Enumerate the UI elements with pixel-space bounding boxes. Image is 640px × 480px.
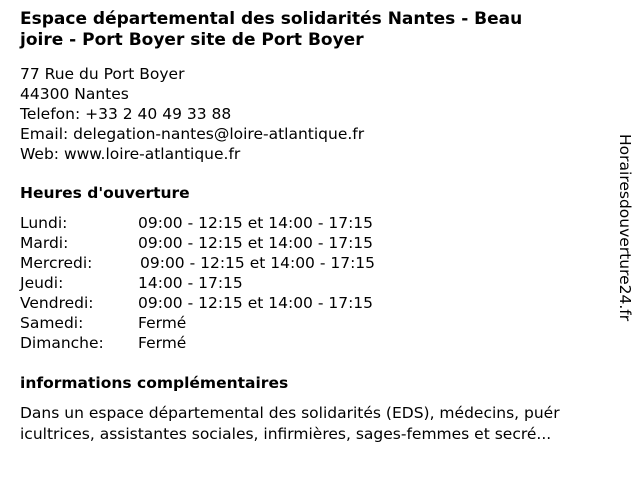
hours-row-monday	[20, 213, 440, 233]
hours-time: 14:00 - 17:15	[138, 274, 243, 292]
additional-info-heading: informations complémentaires	[20, 374, 289, 392]
page-title-line-1: Espace départemental des solidarités Nantes - Beau	[20, 9, 523, 29]
opening-hours-heading: Heures d'ouverture	[20, 184, 190, 202]
hours-day: Vendredi:	[20, 294, 94, 312]
hours-day: Lundi:	[20, 214, 68, 232]
hours-row-tuesday	[20, 233, 440, 253]
hours-row-wednesday	[20, 253, 440, 273]
site-watermark: Horairesdouverture24.fr	[616, 134, 634, 322]
hours-row-saturday	[20, 313, 440, 333]
email-address: Email: delegation-nantes@loire-atlantique.fr	[20, 125, 365, 143]
hours-row-friday	[20, 293, 440, 313]
website-address: Web: www.loire-atlantique.fr	[20, 145, 241, 163]
additional-info-text	[20, 403, 620, 445]
hours-day: Samedi:	[20, 314, 84, 332]
street-address: 77 Rue du Port Boyer	[20, 65, 185, 83]
page-title	[20, 9, 618, 51]
hours-day: Dimanche:	[20, 334, 104, 352]
hours-time: 09:00 - 12:15 et 14:00 - 17:15	[138, 294, 374, 312]
hours-day: Mardi:	[20, 234, 69, 252]
hours-row-sunday	[20, 333, 440, 353]
page-title-line-2: joire - Port Boyer site de Port Boyer	[20, 30, 364, 50]
additional-info-line-1: Dans un espace départemental des solidarités (EDS), médecins, puér	[20, 404, 560, 422]
hours-time: Fermé	[138, 314, 187, 332]
phone-number: Telefon: +33 2 40 49 33 88	[20, 105, 232, 123]
hours-time: 09:00 - 12:15 et 14:00 - 17:15	[138, 234, 374, 252]
hours-row-thursday	[20, 273, 440, 293]
address-block	[20, 64, 364, 164]
hours-day: Jeudi:	[20, 274, 64, 292]
hours-time: 09:00 - 12:15 et 14:00 - 17:15	[138, 214, 374, 232]
hours-time: 09:00 - 12:15 et 14:00 - 17:15	[140, 254, 376, 272]
hours-day: Mercredi:	[20, 254, 93, 272]
opening-hours-table	[20, 213, 440, 353]
additional-info-line-2: icultrices, assistantes sociales, infirmières, sages-femmes et secré...	[20, 425, 552, 443]
hours-time: Fermé	[138, 334, 187, 352]
postal-city: 44300 Nantes	[20, 85, 129, 103]
